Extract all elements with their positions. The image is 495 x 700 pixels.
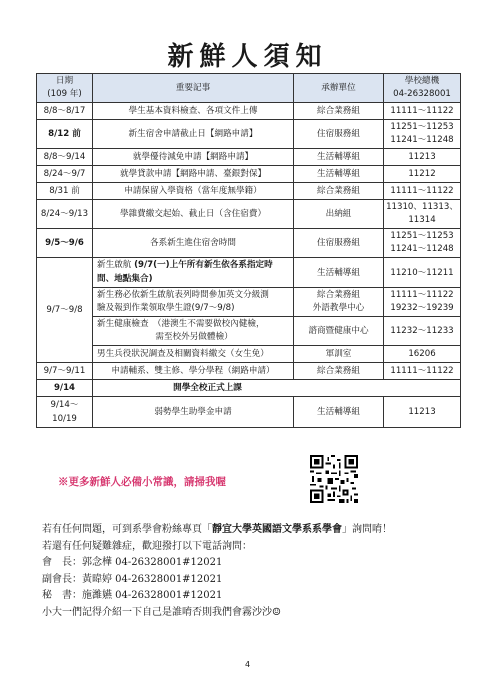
contact-person: 副會長：黃暐婷 04-26328001#12021 (42, 573, 223, 585)
ext-cell: 16206 (384, 346, 461, 363)
date-cell: 8/24～9/13 (37, 200, 93, 229)
date-cell: 8/8～9/14 (37, 149, 93, 166)
qr-note: ※更多新鮮人必備小常識，請掃我喔 (58, 476, 226, 488)
unit-cell: 生活輔導組 (294, 397, 384, 428)
fanpage-line: 若有任何問題，可到系學會粉絲專頁「靜宜大學英國語文學系系學會」詢問唷！ (42, 524, 392, 535)
unit-header: 承辦單位 (294, 74, 384, 103)
ext-cell: 11232～11233 (384, 317, 461, 346)
table-row (37, 120, 461, 149)
phone-header: 學校總機 04-26328001 (384, 74, 461, 103)
event-cell: 各系新生進住宿舍時間 (93, 229, 294, 258)
unit-cell: 軍訓室 (294, 346, 384, 363)
event-cell: 新生務必依新生啟航表列時間參加英文分級測 驗及報到作業領取學生證(9/7～9/8) (93, 288, 294, 317)
contact-info (42, 522, 472, 621)
event-header: 重要記事 (93, 74, 294, 103)
date-cell: 8/8～8/17 (37, 103, 93, 120)
ext-cell: 11213 (384, 397, 461, 428)
ext-cell: 11213 (384, 149, 461, 166)
event-cell: 新生宿舍申請截止日【網路申請】 (93, 120, 294, 149)
unit-cell: 出納組 (294, 200, 384, 229)
unit-cell: 諮商暨健康中心 (294, 317, 384, 346)
table-row (37, 166, 461, 183)
event-cell: 就學貸款申請【網路申請、臺銀對保】 (93, 166, 294, 183)
ext-cell: 11111～11122 (384, 103, 461, 120)
unit-cell: 生活輔導組 (294, 166, 384, 183)
date-header: 日期 (109 年) (37, 74, 93, 103)
event-cell: 開學全校正式上課 (93, 380, 461, 397)
table-row (37, 200, 461, 229)
ext-cell: 11111～11122 (384, 363, 461, 380)
ext-cell: 11212 (384, 166, 461, 183)
ext-cell: 11210～11211 (384, 258, 461, 288)
event-cell: 申請保留入學資格（當年度無學籍） (93, 183, 294, 200)
table-row (37, 288, 461, 317)
schedule-table (36, 73, 461, 428)
table-row (37, 258, 461, 288)
page-title: 新鮮人須知 (167, 42, 328, 72)
table-row (37, 103, 461, 120)
ext-cell: 11111～11122 19232～19239 (384, 288, 461, 317)
ext-cell: 11251～11253 11241～11248 (384, 120, 461, 149)
unit-cell: 綜合業務組 (294, 103, 384, 120)
contact-person: 會 長：郭念樺 04-26328001#12021 (42, 557, 223, 568)
ext-cell: 11310、11313、 11314 (384, 200, 461, 229)
date-cell: 9/14～10/19 (37, 397, 93, 428)
date-cell: 9/7～9/11 (37, 363, 93, 380)
unit-cell: 綜合業務組 (294, 363, 384, 380)
event-cell: 就學優待減免申請【網路申請】 (93, 149, 294, 166)
unit-cell: 綜合業務組 外語教學中心 (294, 288, 384, 317)
table-row (37, 149, 461, 166)
contact-person: 秘 書：施濰嬿 04-26328001#12021 (42, 590, 223, 601)
event-cell: 男生兵役狀況調查及相關資料繳交（女生免） (93, 346, 294, 363)
ext-cell: 11111～11122 (384, 183, 461, 200)
unit-cell: 生活輔導組 (294, 149, 384, 166)
unit-cell: 住宿服務組 (294, 120, 384, 149)
event-cell: 學雜費繳交起始、截止日（含住宿費） (93, 200, 294, 229)
table-header-row (37, 74, 461, 103)
date-cell: 9/7～9/8 (37, 258, 93, 363)
date-cell: 8/24～9/7 (37, 166, 93, 183)
table-row (37, 317, 461, 346)
table-row (37, 183, 461, 200)
table-row (37, 397, 461, 428)
unit-cell: 生活輔導組 (294, 258, 384, 288)
event-cell: 新生啟航 (9/7(一)上午所有新生依各系指定時 間、地點集合) (93, 258, 294, 288)
fanpage-name: 靜宜大學英國語文學系系學會 (212, 524, 342, 535)
unit-cell: 住宿服務組 (294, 229, 384, 258)
table-row (37, 380, 461, 397)
event-cell: 學生基本資料檢查、各項文件上傳 (93, 103, 294, 120)
date-cell: 9/5～9/6 (37, 229, 93, 258)
page-number: 4 (244, 660, 251, 669)
table-row (37, 229, 461, 258)
table-row (37, 346, 461, 363)
event-cell: 申請輔系、雙主修、學分學程（網路申請） (93, 363, 294, 380)
phone-intro: 若還有任何疑難雜症，歡迎撥打以下電話詢問： (42, 540, 252, 552)
closing-note: 小大一們記得介紹一下自己是誰唷否則我們會霧沙沙☺ (42, 606, 281, 618)
date-cell: 8/12 前 (37, 120, 93, 149)
ext-cell: 11251～11253 11241～11248 (384, 229, 461, 258)
date-cell: 9/14 (37, 380, 93, 397)
event-cell: 弱勢學生助學金申請 (93, 397, 294, 428)
table-row (37, 363, 461, 380)
unit-cell: 綜合業務組 (294, 183, 384, 200)
date-cell: 8/31 前 (37, 183, 93, 200)
qr-code-icon[interactable] (310, 455, 358, 503)
event-cell: 新生健康檢查 （港澳生不需要做校內健檢， 需至校外另做體檢） (93, 317, 294, 346)
